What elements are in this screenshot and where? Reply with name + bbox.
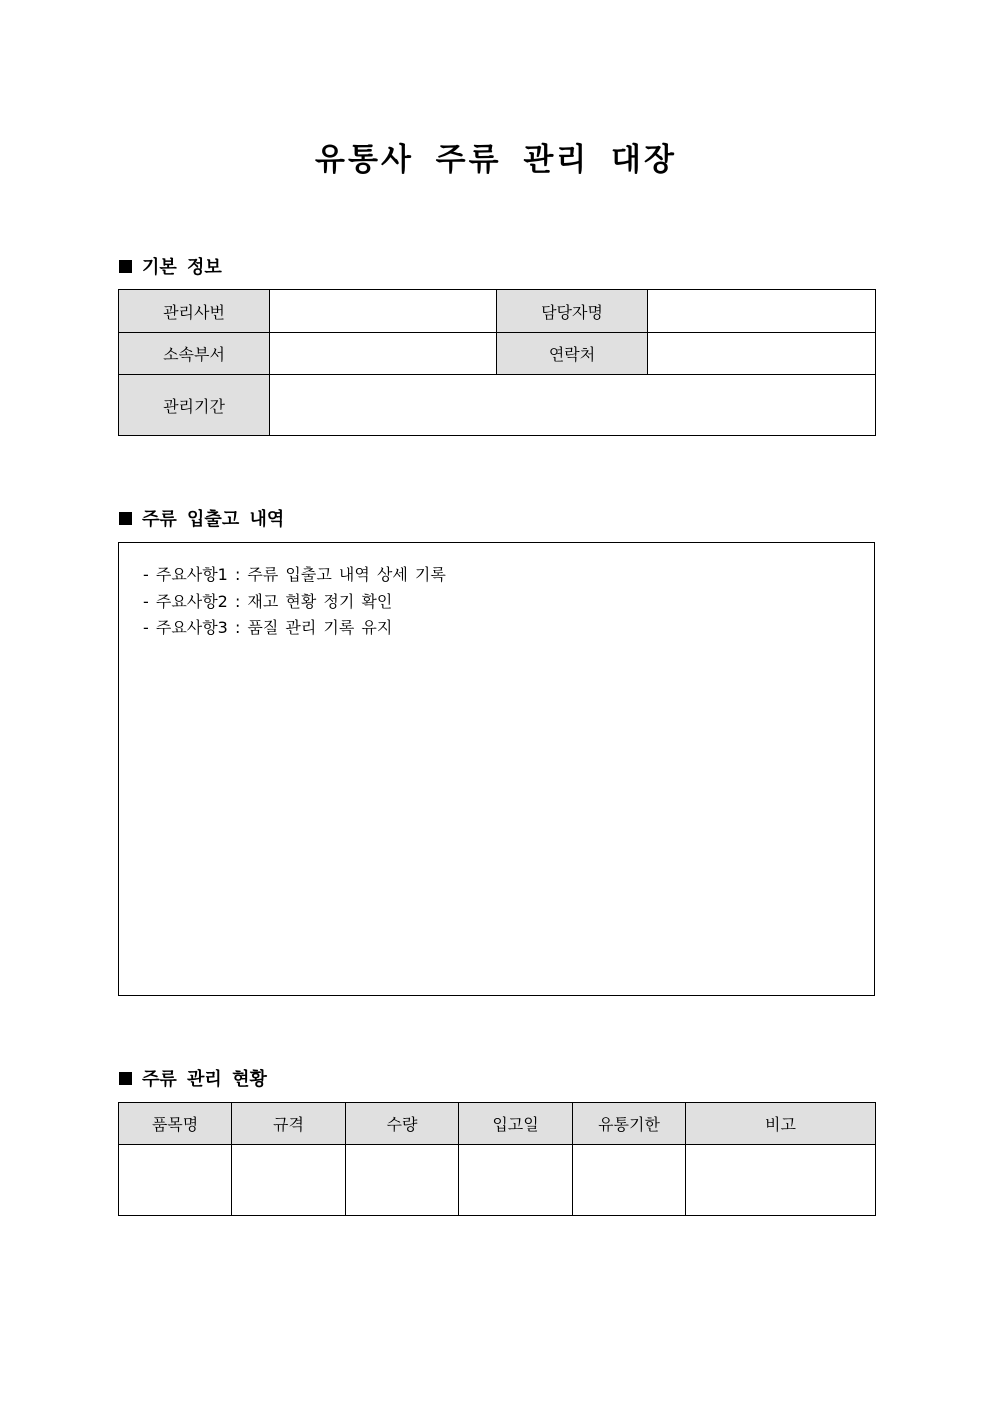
square-bullet-icon [119,260,132,273]
cell-item-name[interactable] [119,1145,232,1216]
table-row [119,1145,876,1216]
square-bullet-icon [119,1072,132,1085]
label-management-no: 관리사번 [119,290,270,333]
section-heading-label: 주류 입출고 내역 [142,509,285,530]
section-heading-inout-history [119,505,284,531]
field-department[interactable] [270,333,497,375]
status-table [118,1102,876,1216]
field-contact[interactable] [648,333,876,375]
list-item: - 주요사항1 : 주류 입출고 내역 상세 기록 [143,565,446,584]
column-header-remarks: 비고 [686,1103,876,1145]
list-item: - 주요사항3 : 품질 관리 기록 유지 [143,618,393,637]
square-bullet-icon [119,512,132,525]
section-heading-label: 기본 정보 [142,257,222,278]
label-department: 소속부서 [119,333,270,375]
cell-quantity[interactable] [346,1145,459,1216]
column-header-quantity: 수량 [346,1103,459,1145]
label-period: 관리기간 [119,375,270,436]
field-management-no[interactable] [270,290,497,333]
basic-info-table [118,289,876,436]
field-manager[interactable] [648,290,876,333]
cell-remarks[interactable] [686,1145,876,1216]
page-title: 유통사 주류 관리 대장 [315,142,677,178]
column-header-spec: 규격 [232,1103,346,1145]
list-item: - 주요사항2 : 재고 현황 정기 확인 [143,591,393,611]
table-header-row [119,1103,876,1145]
field-period[interactable] [270,375,876,436]
cell-receipt-date[interactable] [459,1145,573,1216]
inout-history-list [119,543,874,642]
column-header-expiry: 유통기한 [573,1103,686,1145]
label-manager: 담당자명 [497,290,648,333]
label-contact: 연락처 [497,333,648,375]
column-header-receipt-date: 입고일 [459,1103,573,1145]
column-header-item-name: 품목명 [119,1103,232,1145]
section-heading-status [119,1065,267,1091]
section-heading-label: 주류 관리 현황 [142,1069,267,1090]
inout-history-box[interactable] [118,542,875,996]
cell-spec[interactable] [232,1145,346,1216]
cell-expiry[interactable] [573,1145,686,1216]
section-heading-basic-info [119,253,222,279]
